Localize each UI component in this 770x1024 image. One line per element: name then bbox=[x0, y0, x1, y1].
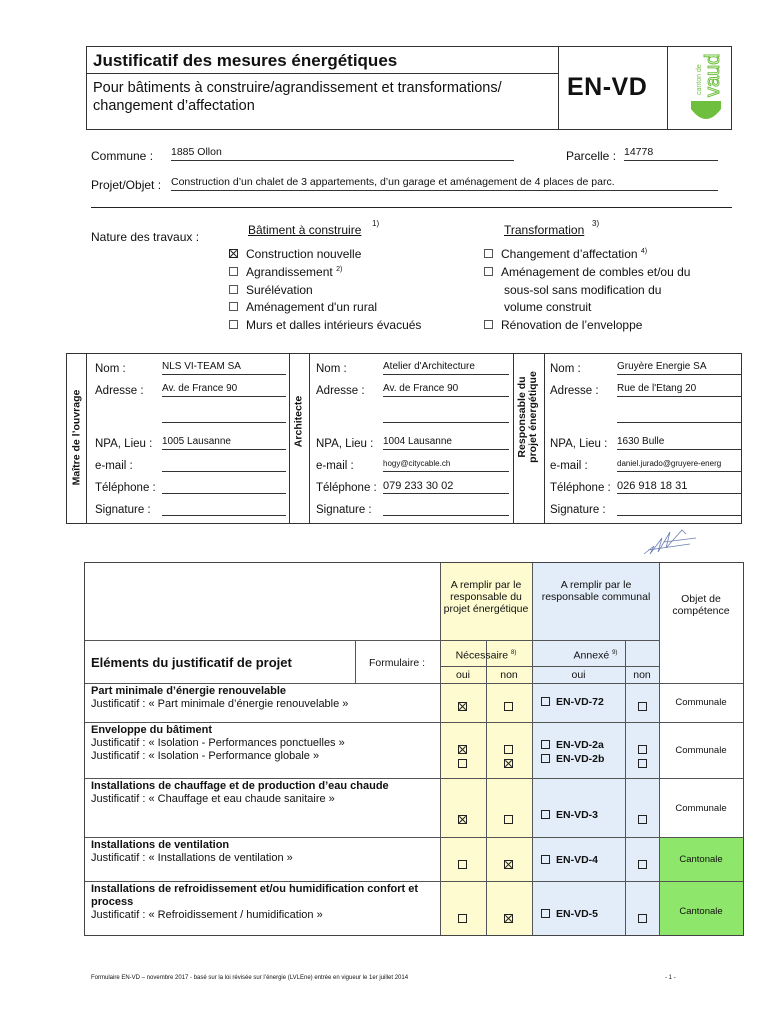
label-nom: Nom : bbox=[95, 363, 126, 375]
header-non: non bbox=[633, 669, 651, 681]
label-tel: Téléphone : bbox=[95, 482, 156, 494]
projet-value: Construction d’un chalet de 3 appartements, d’un garage et aménagement de 4 places de parc. bbox=[171, 176, 615, 188]
option-amenagement-combles[interactable]: Aménagement de combles et/ou du bbox=[484, 265, 690, 279]
svg-text:vaud: vaud bbox=[702, 53, 724, 97]
parties-box bbox=[66, 353, 742, 524]
formulaire-label: Formulaire : bbox=[369, 657, 426, 669]
competence-label: Communale bbox=[675, 745, 727, 756]
table-row: Installations de chauffage et de production d’eau chaude Justificatif : « Chauffage et eau chaude sanitaire » bbox=[91, 780, 389, 805]
architecte-adresse-2[interactable] bbox=[383, 409, 509, 423]
table-row: Enveloppe du bâtiment Justificatif : « Isolation - Performances ponctuelles » Justificatif : « Isolation - Performance globale » bbox=[91, 724, 345, 762]
header-annexe: Annexé $^{9)}$ bbox=[573, 649, 618, 662]
header-oui: oui bbox=[571, 669, 586, 681]
label-signature: Signature : bbox=[316, 504, 372, 516]
checkbox[interactable] bbox=[484, 267, 493, 276]
form-code: EN-VD bbox=[567, 73, 648, 101]
architecte-tel[interactable]: 079 233 30 02 bbox=[383, 480, 509, 494]
label-tel: Téléphone : bbox=[550, 482, 611, 494]
parcelle-field[interactable] bbox=[624, 146, 718, 161]
nec-non-checkbox[interactable] bbox=[504, 755, 513, 773]
competence-label: Communale bbox=[675, 697, 727, 708]
form-title: Justificatif des mesures énergétiques bbox=[93, 51, 398, 70]
maitre-adresse-2[interactable] bbox=[162, 409, 286, 423]
label-email: e-mail : bbox=[316, 460, 354, 472]
option-surelevation[interactable]: Surélévation bbox=[229, 283, 313, 297]
elements-title: Eléments du justificatif de projet bbox=[91, 655, 292, 670]
competence-label: Communale bbox=[675, 803, 727, 814]
nec-non-checkbox[interactable] bbox=[504, 910, 513, 928]
option-renovation-enveloppe[interactable]: Rénovation de l’enveloppe bbox=[484, 318, 642, 332]
maitre-signature[interactable] bbox=[162, 502, 286, 516]
checkbox[interactable] bbox=[229, 285, 238, 294]
responsable-signature[interactable] bbox=[617, 502, 741, 516]
signature-scribble bbox=[640, 524, 700, 563]
footer-note: Formulaire EN-VD – novembre 2017 - basé sur la loi révisée sur l’énergie (LVLEne) entrée en vigueur le 1er juillet 2014 bbox=[91, 975, 409, 981]
checkbox[interactable] bbox=[229, 320, 238, 329]
architecte-email[interactable]: hogy@citycable.ch bbox=[383, 458, 509, 472]
transformation-title: Transformation bbox=[504, 223, 585, 237]
parcelle-value: 14778 bbox=[624, 146, 654, 158]
checkbox[interactable] bbox=[484, 320, 493, 329]
form-subtitle: Pour bâtiments à construire/agrandissement et transformations/ changement d’affectation bbox=[93, 80, 502, 114]
maitre-tel[interactable] bbox=[162, 480, 286, 494]
label-adresse: Adresse : bbox=[316, 385, 365, 397]
annexe-non-checkbox[interactable] bbox=[638, 811, 647, 829]
nec-oui-checkbox[interactable] bbox=[458, 755, 467, 773]
annexe-non-checkbox[interactable] bbox=[638, 910, 647, 928]
option-construction-nouvelle[interactable]: Construction nouvelle bbox=[229, 247, 361, 261]
maitre-npa[interactable]: 1005 Lausanne bbox=[162, 436, 286, 450]
nec-oui-checkbox[interactable] bbox=[458, 910, 467, 928]
label-signature: Signature : bbox=[95, 504, 151, 516]
responsable-nom[interactable]: Gruyère Energie SA bbox=[617, 361, 741, 375]
commune-label: Commune : bbox=[91, 149, 154, 163]
checkbox[interactable] bbox=[229, 302, 238, 311]
commune-field[interactable] bbox=[171, 146, 514, 161]
maitre-adresse[interactable]: Av. de France 90 bbox=[162, 383, 286, 397]
architecte-signature[interactable] bbox=[383, 502, 509, 516]
label-email: e-mail : bbox=[550, 460, 588, 472]
annexe-code[interactable]: EN-VD-3 bbox=[541, 809, 598, 821]
header-objet-competence: Objet de compétence bbox=[672, 593, 730, 617]
transformation-sup: 3) bbox=[592, 219, 600, 228]
responsable-tel[interactable]: 026 918 18 31 bbox=[617, 480, 741, 494]
label-npa: NPA, Lieu : bbox=[550, 438, 608, 450]
label-signature: Signature : bbox=[550, 504, 606, 516]
projet-field[interactable] bbox=[171, 176, 718, 191]
maitre-email[interactable] bbox=[162, 458, 286, 472]
option-amenagement-combles-cont: sous-sol sans modification du bbox=[504, 283, 662, 297]
checkbox[interactable] bbox=[229, 267, 238, 276]
table-row: Part minimale d’énergie renouvelable Justificatif : « Part minimale d’énergie renouvelable » bbox=[91, 685, 349, 710]
responsable-adresse-2[interactable] bbox=[617, 409, 741, 423]
architecte-adresse[interactable]: Av. de France 90 bbox=[383, 383, 509, 397]
batiment-sup: 1) bbox=[372, 219, 380, 228]
batiment-title: Bâtiment à construire bbox=[248, 223, 362, 237]
page-number: - 1 - bbox=[665, 975, 676, 981]
architecte-title: Architecte bbox=[292, 395, 305, 448]
option-agrandissement[interactable]: Agrandissement $^{2)}$ bbox=[229, 265, 342, 279]
projet-label: Projet/Objet : bbox=[91, 178, 162, 192]
nec-oui-checkbox[interactable] bbox=[458, 698, 467, 716]
annexe-non-checkbox[interactable] bbox=[638, 698, 647, 716]
label-npa: NPA, Lieu : bbox=[95, 438, 153, 450]
label-npa: NPA, Lieu : bbox=[316, 438, 374, 450]
nec-oui-checkbox[interactable] bbox=[458, 856, 467, 874]
header-necessaire: Nécessaire $^{8)}$ bbox=[455, 649, 517, 662]
header-non: non bbox=[500, 669, 518, 681]
label-adresse: Adresse : bbox=[550, 385, 599, 397]
annexe-non-checkbox[interactable] bbox=[638, 755, 647, 773]
maitre-title: Maître de l’ouvrage bbox=[70, 389, 83, 486]
responsable-adresse[interactable]: Rue de l'Etang 20 bbox=[617, 383, 741, 397]
header-resp-energetique: A remplir par le responsable du projet énergétique bbox=[443, 579, 529, 615]
annexe-code[interactable]: EN-VD-72 bbox=[541, 696, 604, 708]
responsable-email[interactable]: daniel.jurado@gruyere-energ bbox=[617, 458, 741, 472]
nec-oui-checkbox[interactable] bbox=[458, 811, 467, 829]
annexe-code[interactable]: EN-VD-4 bbox=[541, 854, 598, 866]
svg-text:canton de: canton de bbox=[696, 64, 703, 95]
checkbox[interactable] bbox=[484, 249, 493, 258]
label-nom: Nom : bbox=[550, 363, 581, 375]
option-murs-dalles[interactable]: Murs et dalles intérieurs évacués bbox=[229, 318, 421, 332]
annexe-code[interactable]: EN-VD-5 bbox=[541, 908, 598, 920]
option-amenagement-combles-cont2: volume construit bbox=[504, 300, 592, 314]
elements-table bbox=[84, 562, 744, 936]
label-adresse: Adresse : bbox=[95, 385, 144, 397]
table-row: Installations de ventilation Justificatif : « Installations de ventilation » bbox=[91, 839, 293, 864]
canton-vaud-logo bbox=[687, 49, 725, 127]
label-tel: Téléphone : bbox=[316, 482, 377, 494]
commune-value: 1885 Ollon bbox=[171, 146, 222, 158]
architecte-nom[interactable]: Atelier d'Architecture bbox=[383, 361, 509, 375]
nec-non-checkbox[interactable] bbox=[504, 856, 513, 874]
competence-label: Cantonale bbox=[679, 906, 723, 917]
divider bbox=[91, 207, 732, 208]
header-oui: oui bbox=[455, 669, 470, 681]
header-box bbox=[86, 46, 732, 130]
nature-label: Nature des travaux : bbox=[91, 230, 200, 244]
competence-label: Cantonale bbox=[679, 854, 723, 865]
nec-non-checkbox[interactable] bbox=[504, 698, 513, 716]
nec-non-checkbox[interactable] bbox=[504, 811, 513, 829]
header-resp-communal: A remplir par le responsable communal bbox=[541, 579, 651, 603]
option-changement-affectation[interactable]: Changement d’affectation $^{4)}$ bbox=[484, 247, 647, 261]
annexe-code[interactable]: EN-VD-2b bbox=[541, 753, 604, 765]
option-amenagement-rural[interactable]: Aménagement d'un rural bbox=[229, 300, 377, 314]
maitre-nom[interactable]: NLS VI-TEAM SA bbox=[162, 361, 286, 375]
architecte-npa[interactable]: 1004 Lausanne bbox=[383, 436, 509, 450]
annexe-non-checkbox[interactable] bbox=[638, 856, 647, 874]
table-row: Installations de refroidissement et/ou humidification confort et process Justificatif : « Refroidissement / humidification » bbox=[91, 883, 418, 921]
parcelle-label: Parcelle : bbox=[566, 149, 617, 163]
responsable-npa[interactable]: 1630 Bulle bbox=[617, 436, 741, 450]
annexe-code[interactable]: EN-VD-2a bbox=[541, 739, 604, 751]
label-email: e-mail : bbox=[95, 460, 133, 472]
label-nom: Nom : bbox=[316, 363, 347, 375]
checkbox-checked[interactable] bbox=[229, 249, 238, 258]
responsable-title: Responsable du projet énergétique bbox=[516, 371, 539, 463]
